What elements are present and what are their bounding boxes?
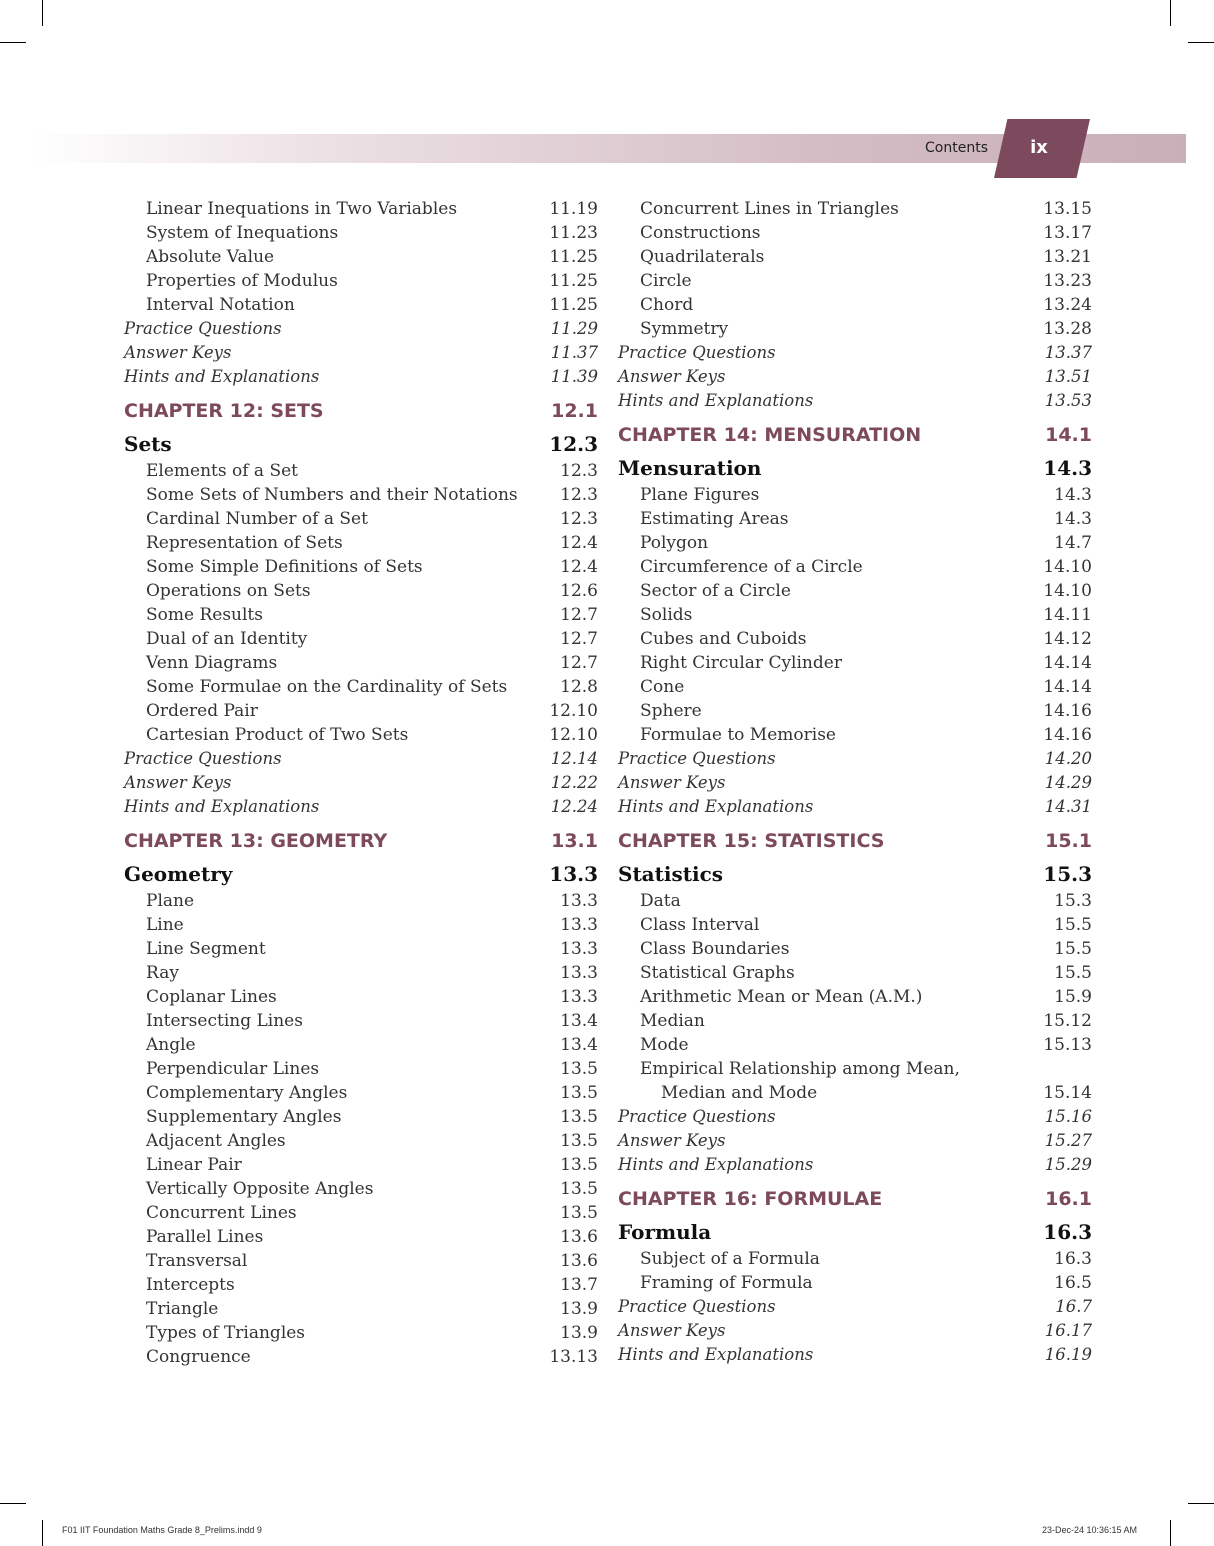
toc-entry-page: 12.8	[560, 677, 598, 697]
toc-entry-page: 12.7	[560, 629, 598, 649]
toc-entry-page: 13.37	[1044, 343, 1092, 362]
section-heading	[124, 429, 598, 459]
toc-entry-page: 11.25	[549, 247, 598, 267]
toc-entry-title: Answer Keys	[618, 1131, 726, 1150]
toc-back-matter-entry	[618, 1105, 1092, 1129]
toc-entry-title: Practice Questions	[124, 749, 282, 768]
toc-entry-page: 13.5	[560, 1107, 598, 1127]
toc-entry-title: Hints and Explanations	[618, 797, 814, 816]
toc-entry-title: Formula	[618, 1220, 712, 1244]
toc-entry-title: Perpendicular Lines	[146, 1059, 320, 1079]
toc-entry-title: Operations on Sets	[146, 581, 311, 601]
toc-entry-page: 15.12	[1043, 1011, 1092, 1031]
toc-entry-title: Hints and Explanations	[124, 797, 320, 816]
toc-entry-title: Coplanar Lines	[146, 987, 277, 1007]
toc-entry	[618, 699, 1092, 723]
toc-entry-page: 12.3	[549, 432, 598, 456]
toc-entry	[124, 221, 598, 245]
toc-entry-title: Practice Questions	[618, 343, 776, 362]
toc-entry-page: 11.19	[549, 199, 598, 219]
toc-entry	[124, 555, 598, 579]
footer-timestamp: 23-Dec-24 10:36:15 AM	[1042, 1525, 1138, 1535]
toc-entry-page: 15.5	[1054, 915, 1092, 935]
toc-entry-title: Answer Keys	[124, 343, 232, 362]
toc-entry	[124, 985, 598, 1009]
toc-entry	[124, 651, 598, 675]
toc-entry-title: Sector of a Circle	[640, 581, 791, 601]
toc-entry-page: 15.9	[1054, 987, 1092, 1007]
toc-entry-page: 11.39	[550, 367, 598, 386]
toc-entry	[124, 1009, 598, 1033]
toc-entry-title: Constructions	[640, 223, 761, 243]
toc-entry	[124, 1345, 598, 1369]
toc-entry-page: 12.22	[550, 773, 598, 792]
toc-entry-page: 13.9	[560, 1323, 598, 1343]
toc-entry-page: 13.13	[549, 1347, 598, 1367]
toc-entry-page: 13.3	[560, 987, 598, 1007]
toc-entry-title: CHAPTER 14: MENSURATION	[618, 424, 922, 446]
section-heading	[618, 1217, 1092, 1247]
toc-entry-page: 11.23	[549, 223, 598, 243]
toc-entry-title: Hints and Explanations	[618, 391, 814, 410]
toc-entry-page: 13.23	[1043, 271, 1092, 291]
toc-entry-title: Ordered Pair	[146, 701, 258, 721]
toc-entry-page: 13.3	[560, 939, 598, 959]
toc-entry	[124, 507, 598, 531]
toc-entry-title: Vertically Opposite Angles	[146, 1179, 374, 1199]
toc-entry	[618, 1057, 1092, 1105]
toc-entry-title: Some Results	[146, 605, 263, 625]
toc-entry	[124, 1105, 598, 1129]
toc-entry-page: 13.3	[560, 891, 598, 911]
toc-entry-title: Dual of an Identity	[146, 629, 308, 649]
toc-entry-title: Absolute Value	[146, 247, 275, 267]
toc-entry	[124, 1129, 598, 1153]
crop-mark	[42, 1520, 43, 1546]
toc-entry-page: 13.3	[549, 862, 598, 886]
toc-entry-page: 12.14	[550, 749, 598, 768]
toc-entry-title: Angle	[146, 1035, 196, 1055]
toc-entry-page: 12.10	[549, 725, 598, 745]
toc-back-matter-entry	[618, 795, 1092, 819]
toc-entry	[618, 317, 1092, 341]
toc-entry-page: 14.29	[1044, 773, 1092, 792]
toc-entry-title: Triangle	[146, 1299, 219, 1319]
toc-entry-page: 15.27	[1044, 1131, 1092, 1150]
toc-entry-page: 16.17	[1044, 1321, 1092, 1340]
toc-entry	[124, 675, 598, 699]
toc-entry-page: 16.1	[1045, 1188, 1092, 1210]
toc-entry-title: Linear Pair	[146, 1155, 242, 1175]
crop-mark	[42, 0, 43, 26]
toc-entry-title: Congruence	[146, 1347, 251, 1367]
toc-entry	[618, 1247, 1092, 1271]
toc-entry	[124, 1081, 598, 1105]
toc-entry	[124, 579, 598, 603]
toc-entry	[618, 985, 1092, 1009]
toc-left-column	[124, 197, 598, 1369]
toc-entry	[124, 1153, 598, 1177]
toc-entry-title: CHAPTER 16: FORMULAE	[618, 1188, 883, 1210]
toc-entry-title: CHAPTER 15: STATISTICS	[618, 830, 885, 852]
toc-entry-page: 12.3	[560, 509, 598, 529]
toc-right-column	[618, 197, 1092, 1367]
toc-entry	[124, 1057, 598, 1081]
toc-entry-title: Mensuration	[618, 456, 762, 480]
toc-entry	[618, 221, 1092, 245]
toc-entry-page: 13.4	[560, 1035, 598, 1055]
toc-entry-page: 14.10	[1043, 581, 1092, 601]
toc-entry	[618, 651, 1092, 675]
toc-entry-title: CHAPTER 13: GEOMETRY	[124, 830, 388, 852]
toc-entry	[618, 723, 1092, 747]
toc-entry-page: 16.5	[1054, 1273, 1092, 1293]
toc-entry-title: Answer Keys	[618, 773, 726, 792]
toc-entry-page: 12.10	[549, 701, 598, 721]
toc-entry-title: Adjacent Angles	[146, 1131, 286, 1151]
toc-entry-title: Hints and Explanations	[124, 367, 320, 386]
toc-entry-page: 13.21	[1043, 247, 1092, 267]
section-heading	[618, 453, 1092, 483]
toc-entry-page: 16.19	[1044, 1345, 1092, 1364]
toc-entry-page: 13.9	[560, 1299, 598, 1319]
toc-entry-page: 13.5	[560, 1203, 598, 1223]
toc-entry-title: Hints and Explanations	[618, 1155, 814, 1174]
toc-entry-title: Symmetry	[640, 319, 729, 339]
toc-entry-page: 13.7	[560, 1275, 598, 1295]
toc-entry-title: Concurrent Lines in Triangles	[640, 199, 899, 219]
toc-entry	[618, 245, 1092, 269]
toc-entry	[618, 627, 1092, 651]
toc-entry-page: 15.3	[1043, 862, 1092, 886]
toc-entry-title: Class Boundaries	[640, 939, 790, 959]
toc-entry-page: 13.51	[1044, 367, 1092, 386]
toc-entry-title-line: Empirical Relationship among Mean,	[640, 1059, 960, 1079]
toc-entry-page: 13.5	[560, 1083, 598, 1103]
toc-entry-page: 14.3	[1054, 485, 1092, 505]
toc-entry-title: Some Formulae on the Cardinality of Sets	[146, 677, 508, 697]
toc-entry-title: Cone	[640, 677, 685, 697]
toc-entry-page: 13.28	[1043, 319, 1092, 339]
toc-entry-title: Some Simple Definitions of Sets	[146, 557, 423, 577]
toc-entry-page: 14.16	[1043, 701, 1092, 721]
toc-entry	[618, 961, 1092, 985]
toc-entry-title: Practice Questions	[124, 319, 282, 338]
toc-entry	[618, 293, 1092, 317]
toc-entry-title: Supplementary Angles	[146, 1107, 342, 1127]
toc-entry-page: 13.5	[560, 1155, 598, 1175]
toc-entry-title: Right Circular Cylinder	[640, 653, 842, 673]
toc-entry-page: 15.14	[1043, 1083, 1092, 1103]
crop-mark	[0, 42, 26, 43]
toc-entry	[124, 1321, 598, 1345]
toc-entry	[124, 937, 598, 961]
toc-entry-title: Mode	[640, 1035, 689, 1055]
toc-entry-page: 13.5	[560, 1059, 598, 1079]
toc-entry-title: CHAPTER 12: SETS	[124, 400, 324, 422]
toc-back-matter-entry	[618, 389, 1092, 413]
toc-entry	[124, 723, 598, 747]
toc-entry-page: 12.7	[560, 653, 598, 673]
toc-entry-page: 12.3	[560, 461, 598, 481]
toc-entry	[124, 269, 598, 293]
toc-entry-page: 12.3	[560, 485, 598, 505]
toc-entry-title: Solids	[640, 605, 693, 625]
toc-entry-title: Elements of a Set	[146, 461, 299, 481]
toc-entry-page: 16.3	[1054, 1249, 1092, 1269]
toc-entry-page: 11.29	[550, 319, 598, 338]
toc-entry-page: 14.1	[1045, 424, 1092, 446]
toc-entry-title: Venn Diagrams	[146, 653, 278, 673]
toc-back-matter-entry	[618, 1343, 1092, 1367]
toc-entry-title: Ray	[146, 963, 179, 983]
toc-entry-title: Geometry	[124, 862, 233, 886]
toc-entry	[124, 245, 598, 269]
toc-entry	[124, 1273, 598, 1297]
toc-entry-title: Practice Questions	[618, 1107, 776, 1126]
toc-entry-page: 14.3	[1054, 509, 1092, 529]
chapter-heading	[618, 417, 1092, 453]
toc-entry-page: 14.31	[1044, 797, 1092, 816]
toc-entry	[124, 459, 598, 483]
toc-entry-title: Line Segment	[146, 939, 266, 959]
toc-entry-page: 14.14	[1043, 653, 1092, 673]
toc-entry	[618, 579, 1092, 603]
toc-entry-title: Framing of Formula	[640, 1273, 813, 1293]
toc-entry-page: 13.17	[1043, 223, 1092, 243]
toc-back-matter-entry	[618, 1129, 1092, 1153]
toc-entry-title: Intersecting Lines	[146, 1011, 303, 1031]
toc-back-matter-entry	[618, 1295, 1092, 1319]
toc-entry-page: 11.37	[550, 343, 598, 362]
chapter-heading	[124, 393, 598, 429]
toc-entry	[124, 889, 598, 913]
toc-entry	[618, 531, 1092, 555]
toc-entry-title: Statistics	[618, 862, 724, 886]
toc-entry	[124, 913, 598, 937]
crop-mark	[1170, 1520, 1171, 1546]
toc-entry-title: Interval Notation	[146, 295, 295, 315]
toc-entry-title: Class Interval	[640, 915, 760, 935]
toc-entry	[124, 197, 598, 221]
toc-entry	[124, 699, 598, 723]
toc-entry-title: Complementary Angles	[146, 1083, 348, 1103]
toc-entry-title: Answer Keys	[618, 1321, 726, 1340]
toc-entry-page: 14.11	[1043, 605, 1092, 625]
toc-entry-page: 12.7	[560, 605, 598, 625]
toc-entry	[124, 483, 598, 507]
toc-entry-page: 13.6	[560, 1227, 598, 1247]
toc-back-matter-entry	[618, 771, 1092, 795]
toc-entry-page: 14.20	[1044, 749, 1092, 768]
toc-entry-title: Line	[146, 915, 184, 935]
toc-entry	[618, 603, 1092, 627]
toc-entry-title: Transversal	[146, 1251, 248, 1271]
chapter-heading	[618, 823, 1092, 859]
toc-entry-title: Median	[640, 1011, 705, 1031]
toc-entry-page: 16.7	[1055, 1297, 1092, 1316]
toc-entry-title	[618, 1057, 960, 1105]
toc-entry-title: Answer Keys	[124, 773, 232, 792]
toc-entry-page: 13.3	[560, 915, 598, 935]
toc-entry-page: 13.5	[560, 1131, 598, 1151]
crop-mark	[0, 1503, 26, 1504]
toc-entry	[124, 603, 598, 627]
toc-entry	[618, 483, 1092, 507]
chapter-heading	[618, 1181, 1092, 1217]
toc-entry-title-line: Median and Mode	[661, 1083, 818, 1103]
crop-mark	[1170, 0, 1171, 26]
toc-entry-page: 12.1	[551, 400, 598, 422]
toc-entry-page: 14.16	[1043, 725, 1092, 745]
toc-back-matter-entry	[124, 795, 598, 819]
section-heading	[618, 859, 1092, 889]
toc-entry-title: Hints and Explanations	[618, 1345, 814, 1364]
toc-entry-title: Practice Questions	[618, 749, 776, 768]
toc-back-matter-entry	[618, 341, 1092, 365]
toc-entry-page: 13.6	[560, 1251, 598, 1271]
header-section-label: Contents	[925, 140, 988, 156]
page-number: ix	[1030, 137, 1048, 158]
toc-entry-title: Arithmetic Mean or Mean (A.M.)	[640, 987, 923, 1007]
toc-entry-title: Plane	[146, 891, 195, 911]
toc-back-matter-entry	[124, 771, 598, 795]
toc-entry-page: 13.4	[560, 1011, 598, 1031]
toc-entry-page: 12.4	[560, 533, 598, 553]
toc-entry-title: Chord	[640, 295, 694, 315]
toc-entry-title: Concurrent Lines	[146, 1203, 297, 1223]
toc-entry-page: 11.25	[549, 271, 598, 291]
toc-entry-title: Circle	[640, 271, 692, 291]
toc-back-matter-entry	[618, 747, 1092, 771]
toc-entry-page: 13.24	[1043, 295, 1092, 315]
toc-entry-title: Properties of Modulus	[146, 271, 338, 291]
toc-entry	[124, 293, 598, 317]
toc-entry	[124, 1297, 598, 1321]
toc-entry-title: Cardinal Number of a Set	[146, 509, 368, 529]
toc-entry-page: 11.25	[549, 295, 598, 315]
footer-file-name: F01 IIT Foundation Maths Grade 8_Prelims.indd 9	[62, 1525, 262, 1535]
toc-entry	[618, 269, 1092, 293]
toc-entry-page: 13.5	[560, 1179, 598, 1199]
toc-entry	[124, 1225, 598, 1249]
crop-mark	[1188, 1503, 1214, 1504]
toc-entry-title: Types of Triangles	[146, 1323, 306, 1343]
toc-entry	[618, 889, 1092, 913]
toc-entry-page: 15.16	[1044, 1107, 1092, 1126]
toc-entry	[124, 961, 598, 985]
toc-back-matter-entry	[618, 1319, 1092, 1343]
toc-entry-page: 15.3	[1054, 891, 1092, 911]
toc-entry-title: Linear Inequations in Two Variables	[146, 199, 458, 219]
toc-back-matter-entry	[124, 365, 598, 389]
chapter-heading	[124, 823, 598, 859]
toc-entry-title: System of Inequations	[146, 223, 339, 243]
toc-entry	[618, 197, 1092, 221]
toc-entry-title: Practice Questions	[618, 1297, 776, 1316]
toc-entry-title: Representation of Sets	[146, 533, 343, 553]
toc-entry	[618, 675, 1092, 699]
toc-entry-page: 15.5	[1054, 939, 1092, 959]
toc-entry-page: 14.14	[1043, 677, 1092, 697]
toc-entry-page: 15.29	[1044, 1155, 1092, 1174]
toc-entry-title: Parallel Lines	[146, 1227, 264, 1247]
toc-back-matter-entry	[618, 365, 1092, 389]
toc-entry	[618, 937, 1092, 961]
toc-entry-page: 14.10	[1043, 557, 1092, 577]
toc-entry-title: Statistical Graphs	[640, 963, 795, 983]
toc-entry-page: 13.15	[1043, 199, 1092, 219]
toc-entry	[124, 1201, 598, 1225]
toc-entry-title: Cartesian Product of Two Sets	[146, 725, 409, 745]
toc-entry-page: 13.53	[1044, 391, 1092, 410]
toc-entry	[124, 1033, 598, 1057]
toc-entry-page: 12.4	[560, 557, 598, 577]
toc-entry-page: 14.7	[1054, 533, 1092, 553]
toc-entry	[124, 531, 598, 555]
toc-back-matter-entry	[124, 747, 598, 771]
toc-entry-title: Cubes and Cuboids	[640, 629, 807, 649]
toc-entry-page: 12.24	[550, 797, 598, 816]
toc-entry	[124, 627, 598, 651]
toc-entry	[618, 507, 1092, 531]
toc-entry	[618, 555, 1092, 579]
toc-entry-page: 16.3	[1043, 1220, 1092, 1244]
toc-back-matter-entry	[618, 1153, 1092, 1177]
toc-entry-title: Formulae to Memorise	[640, 725, 836, 745]
toc-entry-title: Some Sets of Numbers and their Notations	[146, 485, 518, 505]
toc-entry-title: Plane Figures	[640, 485, 760, 505]
toc-entry-title: Circumference of a Circle	[640, 557, 863, 577]
toc-entry-page: 14.12	[1043, 629, 1092, 649]
toc-entry	[124, 1177, 598, 1201]
toc-entry-title: Subject of a Formula	[640, 1249, 820, 1269]
section-heading	[124, 859, 598, 889]
toc-entry	[618, 913, 1092, 937]
toc-entry-title: Data	[640, 891, 681, 911]
toc-back-matter-entry	[124, 341, 598, 365]
toc-entry	[124, 1249, 598, 1273]
toc-entry-title: Estimating Areas	[640, 509, 789, 529]
toc-entry-page: 15.1	[1045, 830, 1092, 852]
toc-entry-title: Answer Keys	[618, 367, 726, 386]
crop-mark	[1188, 42, 1214, 43]
toc-entry-title: Intercepts	[146, 1275, 235, 1295]
toc-entry-page: 15.5	[1054, 963, 1092, 983]
toc-entry-page: 12.6	[560, 581, 598, 601]
toc-entry-title: Sphere	[640, 701, 702, 721]
toc-entry-page: 14.3	[1043, 456, 1092, 480]
toc-entry-page: 15.13	[1043, 1035, 1092, 1055]
toc-back-matter-entry	[124, 317, 598, 341]
toc-entry	[618, 1009, 1092, 1033]
toc-entry	[618, 1271, 1092, 1295]
toc-entry-page: 13.3	[560, 963, 598, 983]
toc-entry	[618, 1033, 1092, 1057]
toc-entry-page: 13.1	[551, 830, 598, 852]
toc-entry-title: Sets	[124, 432, 172, 456]
toc-entry-title: Quadrilaterals	[640, 247, 765, 267]
toc-entry-title: Polygon	[640, 533, 709, 553]
